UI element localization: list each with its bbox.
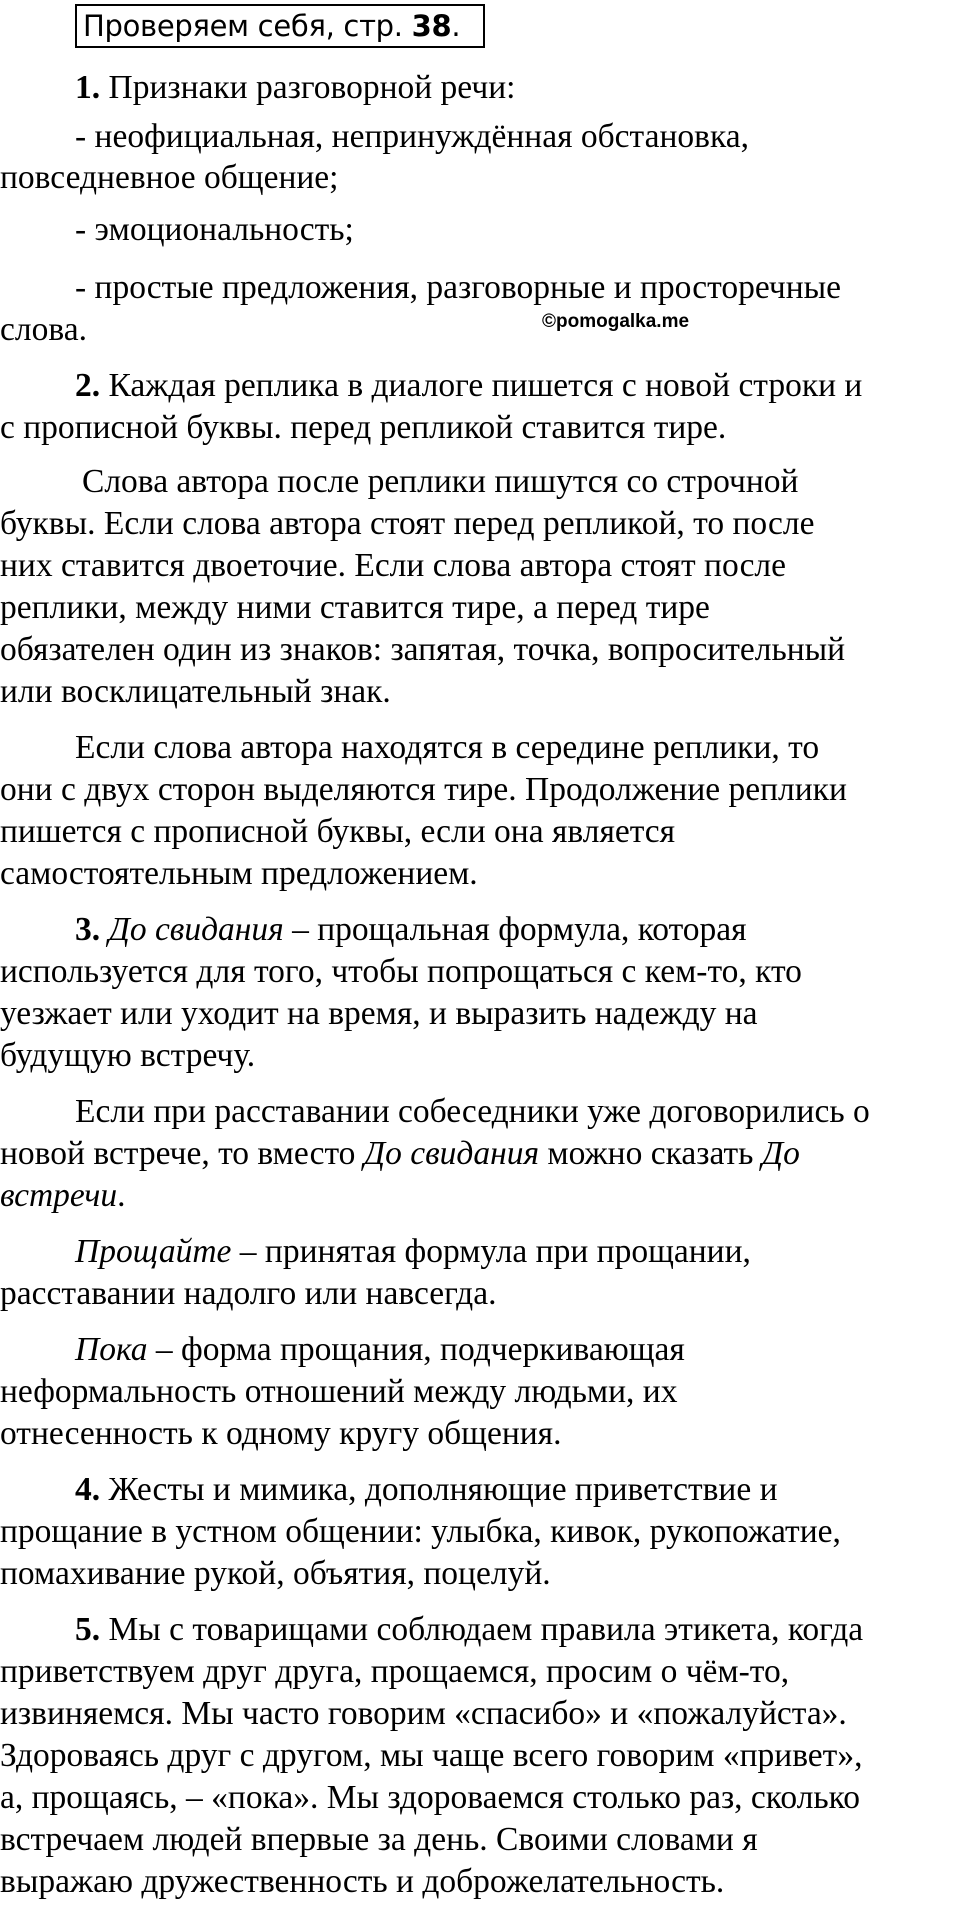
q1-bullet-1-line-2: повседневное общение; [0,159,339,196]
q3-p2-term-vstrechi: встречи [0,1177,118,1214]
q4-line-1-text: Жесты и мимика, дополняющие приветствие и [100,1471,778,1508]
q5-line-1 [75,1610,863,1650]
q3-p1-line-1-text: – прощальная формула, которая [283,911,747,948]
q3-p1-line-1 [75,910,747,950]
q5-line-5: а, прощаясь, – «пока». Мы здороваемся столько раз, сколько [0,1779,861,1816]
q5-line-1-text: Мы с товарищами соблюдаем правила этикета, когда [100,1611,864,1648]
q1-heading-text: Признаки разговорной речи: [100,69,516,106]
q5-line-2: приветствуем друг друга, прощаемся, просим о чём-то, [0,1653,790,1690]
q5-line-7: выражаю дружественность и доброжелательность. [0,1863,725,1900]
q3-term-proshchayte: Прощайте [75,1233,232,1270]
q1-bullet-3-line-1: - простые предложения, разговорные и просторечные [75,269,842,306]
q5-line-4: Здороваясь друг с другом, мы чаще всего говорим «привет», [0,1737,863,1774]
q1-heading [75,68,515,108]
q3-p3-line-1 [75,1232,751,1272]
q4-number: 4. [75,1471,101,1508]
q2-p1-line-1-text: Каждая реплика в диалоге пишется с новой строки и [100,367,863,404]
q3-p1-line-3: уезжает или уходит на время, и выразить надежду на [0,995,758,1032]
q3-p2-line-2-text-b: можно сказать [539,1135,762,1172]
q2-p3-line-2: они с двух сторон выделяются тире. Продолжение реплики [0,771,847,808]
q5-line-6: встречаем людей впервые за день. Своими словами я [0,1821,758,1858]
q3-term-do-svidaniya: До свидания [100,911,284,948]
watermark: ©pomogalka.me [542,311,690,332]
q2-p2-line-1: Слова автора после реплики пишутся со строчной [82,463,799,500]
q3-p2-line-2 [0,1134,800,1174]
q5-line-3: извиняемся. Мы часто говорим «спасибо» и «пожалуйста». [0,1695,847,1732]
q4-line-1 [75,1470,778,1510]
q2-p2-line-4: реплики, между ними ставится тире, а перед тире [0,589,710,626]
q3-p1-line-4: будущую встречу. [0,1037,256,1074]
q1-number: 1. [75,69,101,106]
q2-p3-line-4: самостоятельным предложением. [0,855,478,892]
q2-p1-line-2: с прописной буквы. перед репликой ставится тире. [0,409,727,446]
q2-p2-line-5: обязателен один из знаков: запятая, точка, вопросительный [0,631,846,668]
q3-p4-line-1 [75,1330,685,1370]
q3-p2-line-3-end: . [117,1177,126,1214]
q3-p2-line-3 [0,1176,125,1216]
q2-p3-line-3: пишется с прописной буквы, если она является [0,813,676,850]
q1-bullet-2: - эмоциональность; [75,211,354,248]
q4-line-2: прощание в устном общении: улыбка, кивок, рукопожатие, [0,1513,841,1550]
q2-p2-line-3: них ставится двоеточие. Если слова автора стоят после [0,547,787,584]
q1-bullet-3-line-2: слова. [0,311,87,348]
q2-p2-line-6: или восклицательный знак. [0,673,391,710]
q3-p2-line-2-text-a: новой встрече, то вместо [0,1135,364,1172]
q1-bullet-1-line-1: - неофициальная, непринуждённая обстановка, [75,118,749,155]
q3-p2-term-do-svidaniya: До свидания [363,1135,540,1172]
q3-p1-line-2: используется для того, чтобы попрощаться с кем-то, кто [0,953,802,990]
q4-line-3: помахивание рукой, объятия, поцелуй. [0,1555,551,1592]
title-page-number: 38 [411,9,452,43]
q2-number: 2. [75,367,101,404]
q3-p4-line-3: отнесенность к одному кругу общения. [0,1415,562,1452]
q3-p4-line-1-text: – форма прощания, подчеркивающая [147,1331,685,1368]
q3-p3-line-2: расставании надолго или навсегда. [0,1275,497,1312]
page-title [75,4,485,48]
q2-p1-line-1 [75,366,862,406]
q3-p2-line-1: Если при расставании собеседники уже договорились о [75,1093,870,1130]
q3-number: 3. [75,911,101,948]
q3-p2-term-do: До [761,1135,800,1172]
q5-number: 5. [75,1611,101,1648]
title-period: . [451,9,461,43]
q2-p2-line-2: буквы. Если слова автора стоят перед репликой, то после [0,505,815,542]
q3-p4-line-2: неформальность отношений между людьми, их [0,1373,678,1410]
title-text: Проверяем себя, стр. [83,9,412,43]
q3-p3-line-1-text: – принятая формула при прощании, [231,1233,751,1270]
q2-p3-line-1: Если слова автора находятся в середине реплики, то [75,729,820,766]
q3-term-poka: Пока [75,1331,148,1368]
